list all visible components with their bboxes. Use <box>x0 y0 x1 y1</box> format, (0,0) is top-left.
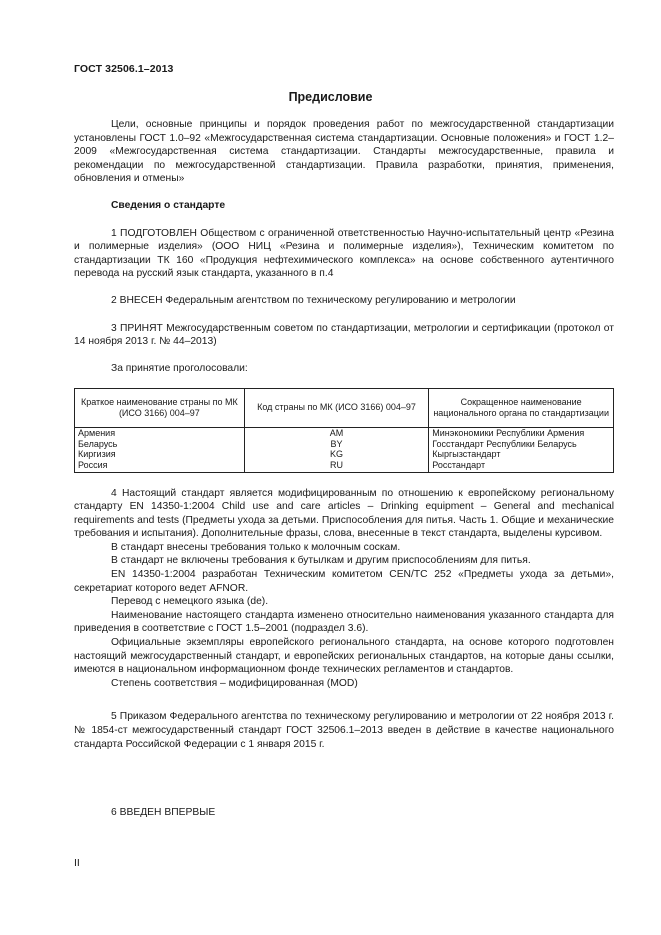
info-item-4-committee: EN 14350-1:2004 разработан Техническим комитетом CEN/TC 252 «Предметы ухода за детьми», секретариат которого ведет AFNOR. <box>74 569 614 594</box>
info-item-4-name-change <box>74 609 614 636</box>
name-change-text: Наименование настоящего стандарта изменено относительно наименования указанного стандарта для приведения в соответствие с ГОСТ 1.5–2001 <box>74 609 614 635</box>
info-item-4-degree: Степень соответствия – модифицированная (MOD) <box>111 677 358 689</box>
vote-table <box>74 388 614 473</box>
info-item-2: 2 ВНЕСЕН Федеральным агентством по техническому регулированию и метрологии <box>111 295 516 307</box>
cell-body: Росстандарт <box>429 460 614 472</box>
cell-body: Кыргызстандарт <box>429 449 614 460</box>
table-row <box>75 449 614 460</box>
info-item-6: 6 ВВЕДЕН ВПЕРВЫЕ <box>111 807 216 819</box>
vote-table-header <box>75 388 614 427</box>
page-number: II <box>74 857 80 869</box>
header-country: Краткое наименование страны по МК (ИСО 3166) 004–97 <box>75 388 245 427</box>
header-body: Сокращенное наименование национального органа по стандартизации <box>429 388 614 427</box>
info-item-4-translation: Перевод с немецкого языка (de). <box>111 596 269 608</box>
info-item-4-official: Официальные экземпляры европейского регионального стандарта, на основе которого подготовлен настоящий межгосударственный стандарт, и европейских региональных стандартов, на которые даны ссылки, имеются в национальном информационном фонде технических регламентов и стандартов. <box>74 637 614 676</box>
cell-country: Беларусь <box>75 439 245 450</box>
table-row <box>75 460 614 472</box>
info-item-4-bottles: В стандарт не включены требования к бутылкам и другим приспособлениям для питья. <box>111 555 531 567</box>
info-item-1: 1 ПОДГОТОВЛЕН Обществом с ограниченной ответственностью Научно-испытательный центр «Резина и полимерные изделия» (ООО НИЦ «Резина и полимерные изделия»), Техническим комитетом по стандартизации ТК 160 «Продукция нефтехимического комплекса» на основе собственного аутентичного перевода на русский язык стандарта, указанного в п.4 <box>74 227 614 280</box>
standard-code: ГОСТ 32506.1–2013 <box>74 63 174 75</box>
table-row <box>75 427 614 438</box>
info-item-4: 4 Настоящий стандарт является модифицированным по отношению к европейскому региональному стандарту EN 14350-1:2004 Child use and care articles – Drinking equipment – General and mechanical requirements and tests (Предметы ухода за детьми. Приспособления для питья. Часть 1. Общие и механические требования и испытания). Дополнительные фразы, слова, внесенные в текст стандарта, выделены курсивом. <box>74 487 614 540</box>
cell-body: Госстандарт Республики Беларусь <box>429 439 614 450</box>
cell-country: Армения <box>75 427 245 438</box>
foreword-intro: Цели, основные принципы и порядок проведения работ по межгосударственной стандартизации установлены ГОСТ 1.0–92 «Межгосударственная система стандартизации. Основные положения» и ГОСТ 1.2–2009 «Межгосударственная система стандартизации. Стандарты межгосударственные, правила и рекомендации по межгосударственной стандартизации. Правила разработки, принятия, применения, обновления и отмены» <box>74 119 614 185</box>
cell-country: Россия <box>75 460 245 472</box>
cell-code: AM <box>244 427 429 438</box>
voted-label: За принятие проголосовали: <box>111 363 248 375</box>
document-body <box>74 118 614 820</box>
table-row <box>75 439 614 450</box>
cell-code: KG <box>244 449 429 460</box>
info-item-5: 5 Приказом Федерального агентства по техническому регулированию и метрологии от 22 ноября 2013 г. № 1854-ст межгосударственный стандарт ГОСТ 32506.1–2013 введен в действие в качестве национального стандарта Российской Федерации с 1 января 2015 г. <box>74 711 614 750</box>
info-heading: Сведения о стандарте <box>111 200 226 212</box>
name-change-subsection: (подраздел 3.6). <box>291 623 369 635</box>
cell-code: BY <box>244 439 429 450</box>
cell-country: Киргизия <box>75 449 245 460</box>
info-item-4-milk: В стандарт внесены требования только к молочным соскам. <box>111 541 401 553</box>
info-item-3: 3 ПРИНЯТ Межгосударственным советом по стандартизации, метрологии и сертификации (протокол от 14 ноября 2013 г. № 44–2013) <box>74 322 614 348</box>
cell-code: RU <box>244 460 429 472</box>
cell-body: Минэкономики Республики Армения <box>429 427 614 438</box>
foreword-title: Предисловие <box>288 90 373 104</box>
header-code: Код страны по МК (ИСО 3166) 004–97 <box>244 388 429 427</box>
